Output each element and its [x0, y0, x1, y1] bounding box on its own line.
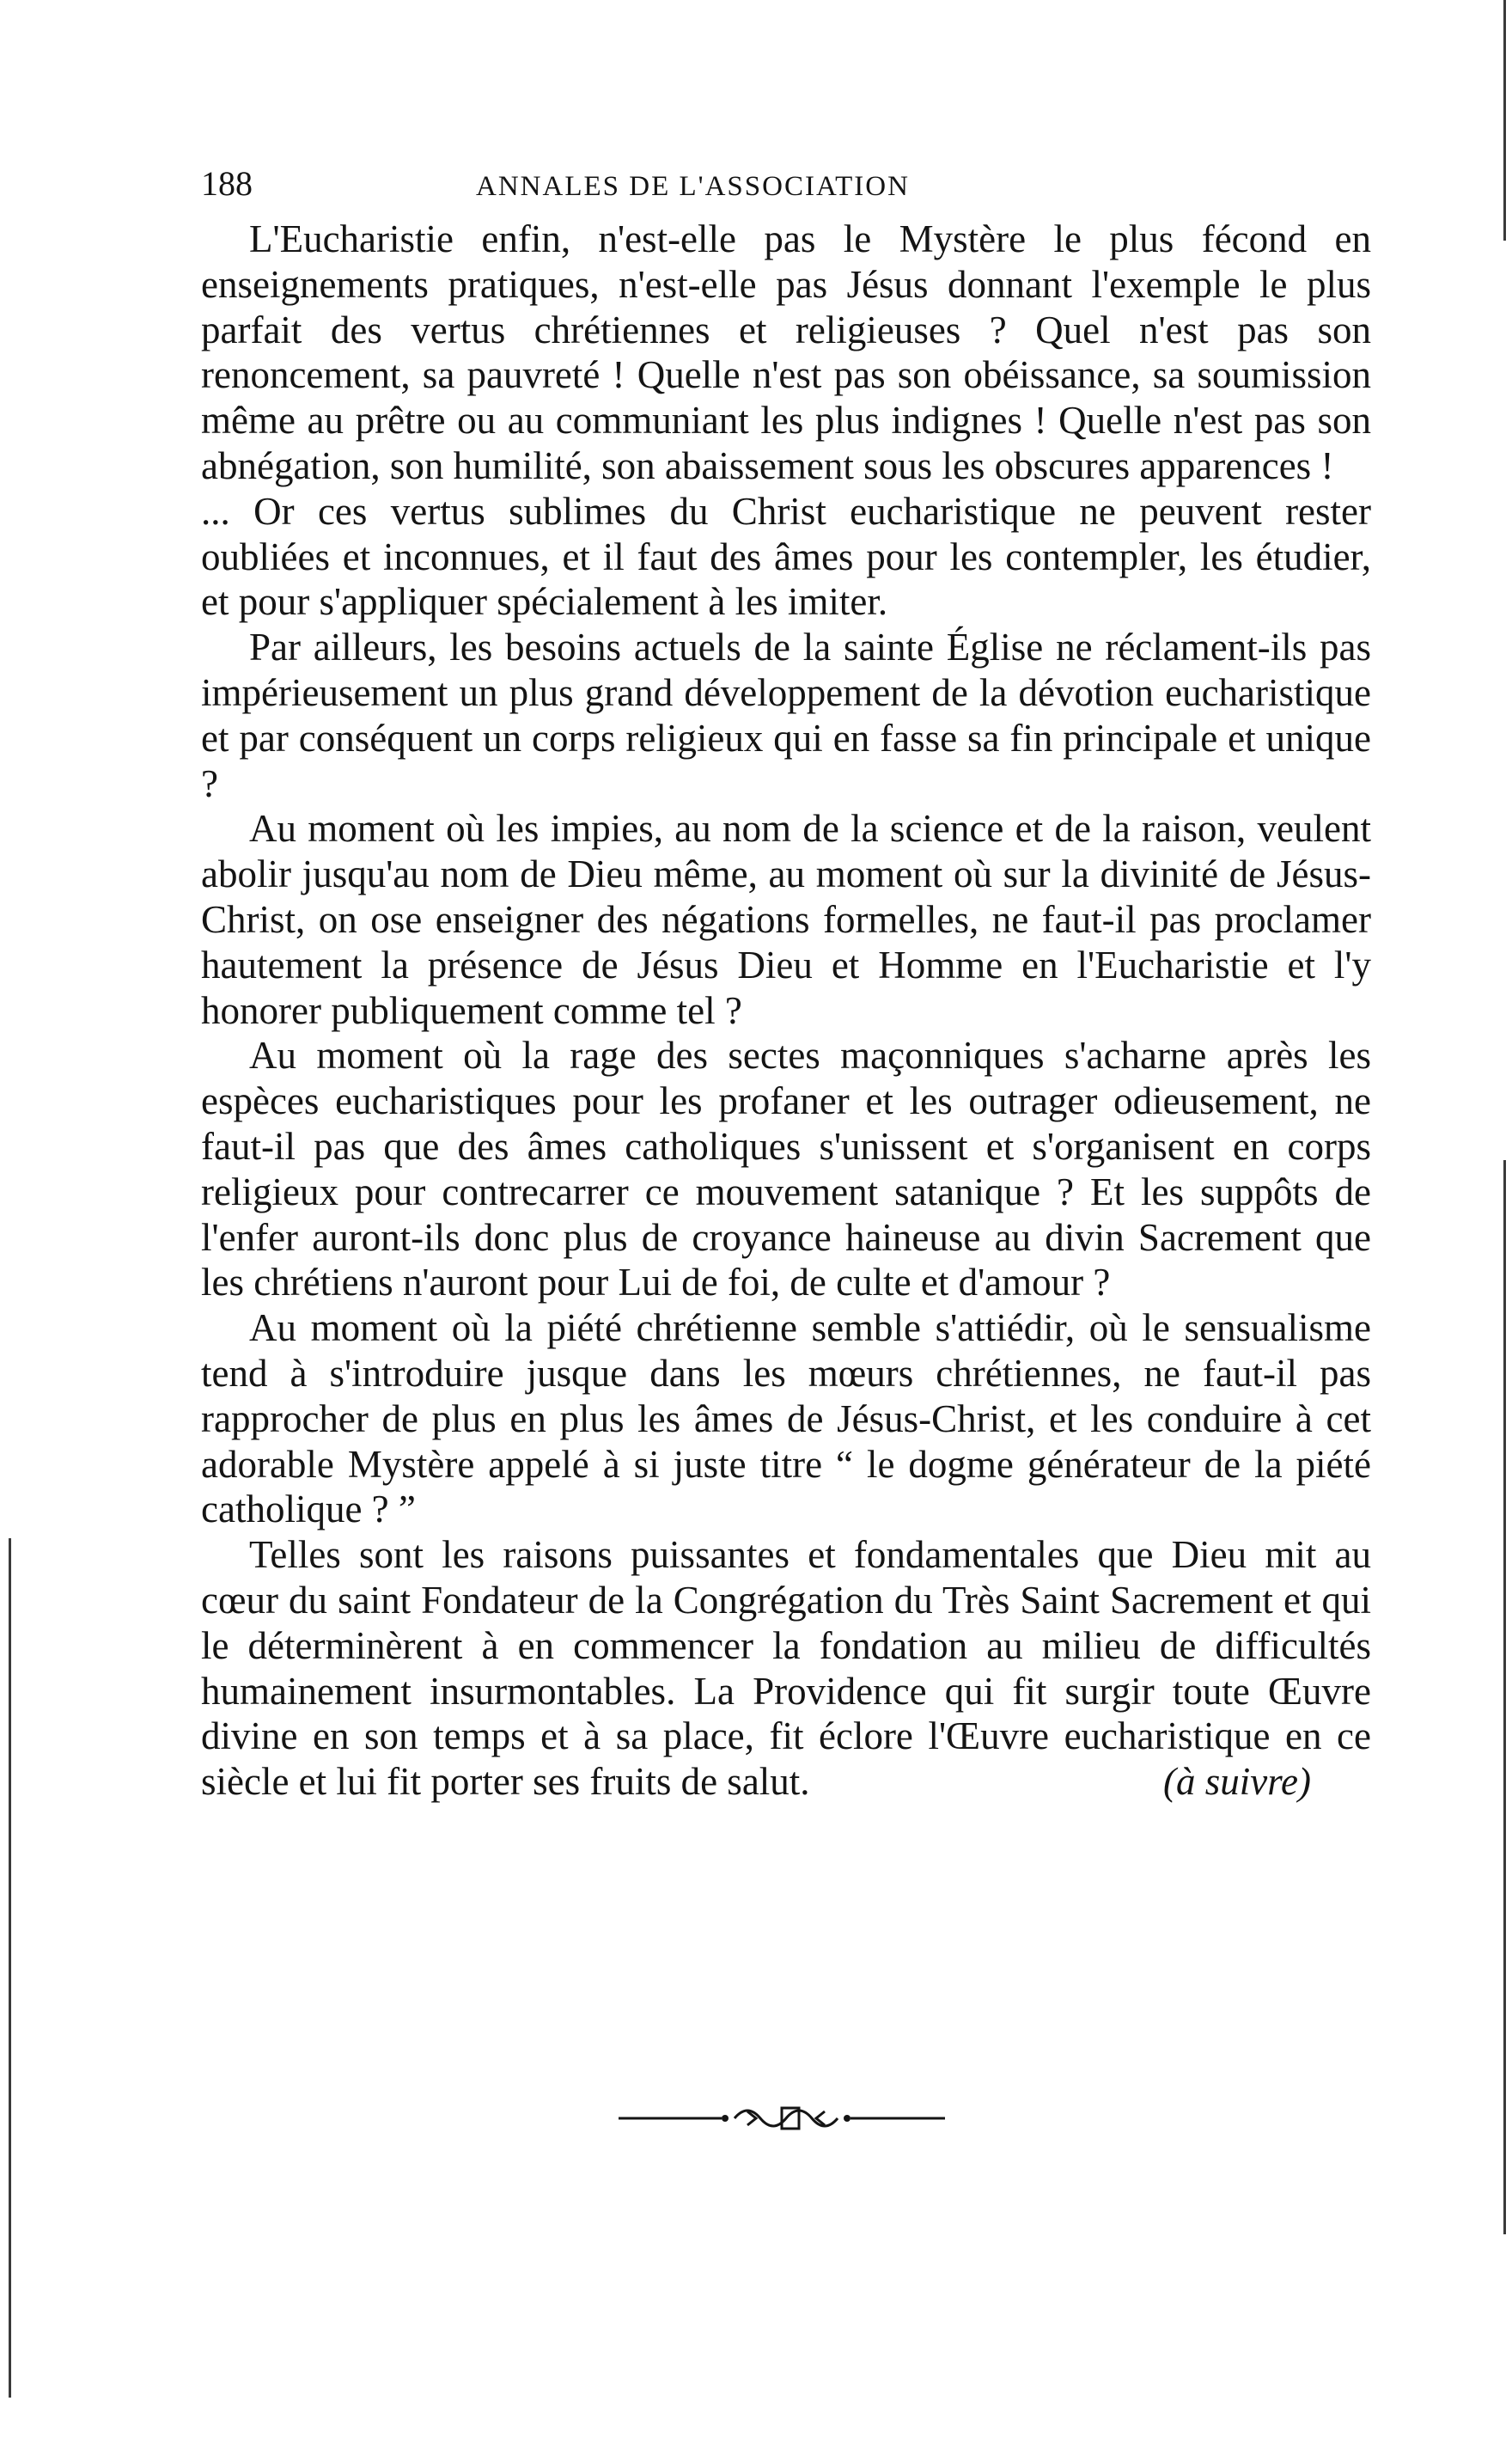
to-be-continued: (à suivre)	[1162, 1760, 1311, 1804]
paragraph-last	[201, 1532, 1371, 1805]
page-number: 188	[201, 164, 253, 203]
paragraph: Par ailleurs, les besoins actuels de la sainte Église ne réclament-ils pas impérieusement un plus grand développement de la dévotion eucharistique et par conséquent un corps religieux qui en fasse sa fin principale et unique ?	[201, 626, 1371, 805]
paragraph: Au moment où la piété chrétienne semble s'attiédir, où le sensualisme tend à s'introduire jusque dans les mœurs chrétiennes, ne faut-il pas rapprocher de plus en plus les âmes de Jésus-Christ, et les conduire à cet adorable Mystère appelé à si juste titre “ le dogme générateur de la piété catholique ? ”	[201, 1306, 1371, 1531]
paragraph: Au moment où la rage des sectes maçonniques s'acharne après les espèces eucharistiques pour les profaner et les outrager odieusement, ne faut-il pas que des âmes catholiques s'unissent et s'organisent en corps religieux pour contrecarrer ce mouvement satanique ? Et les suppôts de l'enfer auront-ils donc plus de croyance haineuse au divin Sacrement que les chrétiens n'auront pour Lui de foi, de culte et d'amour ?	[201, 1034, 1371, 1304]
page-header	[201, 163, 1371, 217]
scroll-ornament-icon	[619, 2101, 962, 2135]
paragraph: ... Or ces vertus sublimes du Christ eucharistique ne peuvent rester oubliées et inconnues, et il faut des âmes pour les contempler, les étudier, et pour s'appliquer spécialement à les imiter.	[201, 489, 1371, 624]
page	[201, 163, 1371, 1805]
running-head: ANNALES DE L'ASSOCIATION	[476, 171, 910, 202]
scan-edge-line	[1503, 1160, 1506, 2234]
paragraph: Au moment où les impies, au nom de la science et de la raison, veulent abolir jusqu'au nom de Dieu même, au moment où sur la divinité de Jésus-Christ, on ose enseigner des négations formelles, ne faut-il pas proclamer hautement la présence de Jésus Dieu et Homme en l'Eucharistie et l'y honorer publiquement comme tel ?	[201, 807, 1371, 1032]
scan-edge-line	[9, 1538, 11, 2398]
scan-edge-line	[1503, 0, 1506, 241]
body-text	[201, 217, 1371, 1805]
paragraph: L'Eucharistie enfin, n'est-elle pas le Mystère le plus fécond en enseignements pratiques, n'est-elle pas Jésus donnant l'exemple le plus parfait des vertus chrétiennes et religieuses ? Quel n'est pas son renoncement, sa pauvreté ! Quelle n'est pas son obéissance, sa soumission même au prêtre ou au communiant les plus indignes ! Quelle n'est pas son abnégation, son humilité, son abaissement sous les obscures apparences !	[201, 217, 1371, 487]
paragraph-text: Telles sont les raisons puissantes et fondamentales que Dieu mit au cœur du saint Fondateur de la Congrégation du Très Saint Sacrement et qui le déterminèrent à en commencer la fondation au milieu de difficultés humainement insurmontables. La Providence qui fit surgir toute Œuvre divine en son temps et à sa place, fit éclore l'Œuvre eucharistique en ce siècle et lui fit porter ses fruits de salut.	[201, 1533, 1371, 1804]
